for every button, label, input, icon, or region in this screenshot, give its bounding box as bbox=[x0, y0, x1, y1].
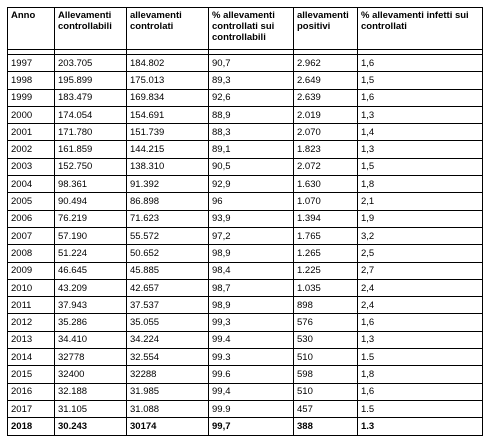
cell-controlled: 55.572 bbox=[127, 227, 209, 244]
header-percent-infected: % allevamenti infetti sui controllati bbox=[358, 8, 483, 50]
cell-percent-controlled: 93,9 bbox=[209, 210, 294, 227]
cell-year: 2007 bbox=[8, 227, 55, 244]
cell-year: 2011 bbox=[8, 297, 55, 314]
cell-controllable: 37.943 bbox=[55, 297, 127, 314]
cell-controlled: 31.985 bbox=[127, 383, 209, 400]
cell-positive: 1.765 bbox=[294, 227, 358, 244]
cell-controllable: 35.286 bbox=[55, 314, 127, 331]
cell-controlled: 86.898 bbox=[127, 193, 209, 210]
cell-percent-infected: 2,1 bbox=[358, 193, 483, 210]
cell-percent-controlled: 92,6 bbox=[209, 89, 294, 106]
cell-controlled: 32288 bbox=[127, 366, 209, 383]
table-row bbox=[8, 106, 483, 123]
cell-percent-controlled: 98,9 bbox=[209, 245, 294, 262]
cell-year: 2017 bbox=[8, 400, 55, 417]
cell-controllable: 32.188 bbox=[55, 383, 127, 400]
cell-year: 1999 bbox=[8, 89, 55, 106]
cell-controlled: 175.013 bbox=[127, 72, 209, 89]
cell-controllable: 171.780 bbox=[55, 124, 127, 141]
cell-controlled: 151.739 bbox=[127, 124, 209, 141]
cell-controllable: 90.494 bbox=[55, 193, 127, 210]
cell-percent-infected: 2,5 bbox=[358, 245, 483, 262]
cell-percent-infected: 1,6 bbox=[358, 383, 483, 400]
table-row bbox=[8, 400, 483, 417]
cell-year: 2015 bbox=[8, 366, 55, 383]
cell-year: 2014 bbox=[8, 349, 55, 366]
cell-percent-controlled: 89,1 bbox=[209, 141, 294, 158]
cell-controllable: 174.054 bbox=[55, 106, 127, 123]
cell-positive: 1.265 bbox=[294, 245, 358, 262]
header-controllable-herds: Allevamenti controllabili bbox=[55, 8, 127, 50]
cell-controllable: 30.243 bbox=[55, 418, 127, 435]
table-row bbox=[8, 297, 483, 314]
cell-positive: 388 bbox=[294, 418, 358, 435]
table-row bbox=[8, 366, 483, 383]
table-row bbox=[8, 72, 483, 89]
table-header-row bbox=[8, 8, 483, 50]
cell-year: 2000 bbox=[8, 106, 55, 123]
cell-year: 2010 bbox=[8, 279, 55, 296]
cell-percent-controlled: 99,7 bbox=[209, 418, 294, 435]
header-year: Anno bbox=[8, 8, 55, 50]
cell-percent-infected: 1,9 bbox=[358, 210, 483, 227]
cell-controllable: 183.479 bbox=[55, 89, 127, 106]
table-row bbox=[8, 262, 483, 279]
cell-controlled: 71.623 bbox=[127, 210, 209, 227]
cell-positive: 1.035 bbox=[294, 279, 358, 296]
cell-percent-controlled: 99,4 bbox=[209, 383, 294, 400]
cell-percent-infected: 1,8 bbox=[358, 176, 483, 193]
cell-percent-infected: 1,3 bbox=[358, 141, 483, 158]
cell-controllable: 43.209 bbox=[55, 279, 127, 296]
cell-positive: 898 bbox=[294, 297, 358, 314]
cell-year: 1997 bbox=[8, 55, 55, 72]
cell-percent-controlled: 98,7 bbox=[209, 279, 294, 296]
table-row bbox=[8, 124, 483, 141]
header-percent-controlled: % allevamenti controllati sui controllabili bbox=[209, 8, 294, 50]
cell-controlled: 169.834 bbox=[127, 89, 209, 106]
cell-controllable: 32778 bbox=[55, 349, 127, 366]
cell-controllable: 31.105 bbox=[55, 400, 127, 417]
table-row bbox=[8, 141, 483, 158]
cell-positive: 530 bbox=[294, 331, 358, 348]
cell-percent-infected: 2,4 bbox=[358, 297, 483, 314]
cell-percent-controlled: 99.6 bbox=[209, 366, 294, 383]
table-row bbox=[8, 349, 483, 366]
table-row bbox=[8, 193, 483, 210]
cell-controlled: 42.657 bbox=[127, 279, 209, 296]
cell-positive: 1.070 bbox=[294, 193, 358, 210]
cell-controlled: 144.215 bbox=[127, 141, 209, 158]
cell-controllable: 98.361 bbox=[55, 176, 127, 193]
table-row bbox=[8, 418, 483, 435]
cell-percent-controlled: 88,3 bbox=[209, 124, 294, 141]
cell-percent-controlled: 97,2 bbox=[209, 227, 294, 244]
cell-year: 1998 bbox=[8, 72, 55, 89]
cell-year: 2002 bbox=[8, 141, 55, 158]
table-row bbox=[8, 314, 483, 331]
cell-controllable: 161.859 bbox=[55, 141, 127, 158]
cell-positive: 510 bbox=[294, 349, 358, 366]
cell-controlled: 45.885 bbox=[127, 262, 209, 279]
cell-percent-infected: 1,5 bbox=[358, 72, 483, 89]
cell-controlled: 31.088 bbox=[127, 400, 209, 417]
cell-percent-infected: 1.3 bbox=[358, 418, 483, 435]
cell-year: 2004 bbox=[8, 176, 55, 193]
cell-percent-infected: 1,3 bbox=[358, 106, 483, 123]
cell-controllable: 76.219 bbox=[55, 210, 127, 227]
brucellosis-herds-table bbox=[7, 7, 483, 436]
cell-controllable: 51.224 bbox=[55, 245, 127, 262]
cell-positive: 1.823 bbox=[294, 141, 358, 158]
cell-controlled: 34.224 bbox=[127, 331, 209, 348]
cell-positive: 510 bbox=[294, 383, 358, 400]
cell-controlled: 37.537 bbox=[127, 297, 209, 314]
cell-percent-controlled: 98,9 bbox=[209, 297, 294, 314]
cell-controlled: 50.652 bbox=[127, 245, 209, 262]
cell-year: 2016 bbox=[8, 383, 55, 400]
table-row bbox=[8, 227, 483, 244]
cell-controllable: 195.899 bbox=[55, 72, 127, 89]
cell-percent-infected: 1,6 bbox=[358, 314, 483, 331]
cell-year: 2008 bbox=[8, 245, 55, 262]
cell-positive: 2.639 bbox=[294, 89, 358, 106]
cell-percent-controlled: 89,3 bbox=[209, 72, 294, 89]
cell-positive: 1.630 bbox=[294, 176, 358, 193]
cell-controllable: 203.705 bbox=[55, 55, 127, 72]
cell-controllable: 34.410 bbox=[55, 331, 127, 348]
cell-controlled: 184.802 bbox=[127, 55, 209, 72]
table-row bbox=[8, 210, 483, 227]
cell-percent-controlled: 90,5 bbox=[209, 158, 294, 175]
cell-positive: 2.072 bbox=[294, 158, 358, 175]
cell-positive: 457 bbox=[294, 400, 358, 417]
cell-year: 2009 bbox=[8, 262, 55, 279]
cell-year: 2012 bbox=[8, 314, 55, 331]
cell-percent-infected: 1,8 bbox=[358, 366, 483, 383]
cell-positive: 2.070 bbox=[294, 124, 358, 141]
cell-controlled: 30174 bbox=[127, 418, 209, 435]
cell-positive: 1.394 bbox=[294, 210, 358, 227]
table-row bbox=[8, 89, 483, 106]
cell-percent-controlled: 99.4 bbox=[209, 331, 294, 348]
cell-percent-controlled: 88,9 bbox=[209, 106, 294, 123]
cell-percent-infected: 1,6 bbox=[358, 55, 483, 72]
table-row bbox=[8, 383, 483, 400]
table-body bbox=[8, 50, 483, 436]
cell-percent-infected: 1,6 bbox=[358, 89, 483, 106]
cell-controllable: 152.750 bbox=[55, 158, 127, 175]
cell-percent-controlled: 99.3 bbox=[209, 349, 294, 366]
cell-percent-infected: 3,2 bbox=[358, 227, 483, 244]
table-row bbox=[8, 245, 483, 262]
cell-percent-infected: 1,3 bbox=[358, 331, 483, 348]
cell-percent-controlled: 98,4 bbox=[209, 262, 294, 279]
cell-controlled: 154.691 bbox=[127, 106, 209, 123]
cell-controllable: 32400 bbox=[55, 366, 127, 383]
cell-positive: 576 bbox=[294, 314, 358, 331]
cell-positive: 2.649 bbox=[294, 72, 358, 89]
cell-year: 2018 bbox=[8, 418, 55, 435]
cell-percent-controlled: 99,3 bbox=[209, 314, 294, 331]
cell-year: 2013 bbox=[8, 331, 55, 348]
cell-percent-infected: 1,5 bbox=[358, 158, 483, 175]
table-row bbox=[8, 279, 483, 296]
cell-year: 2005 bbox=[8, 193, 55, 210]
cell-percent-infected: 1.5 bbox=[358, 349, 483, 366]
cell-controllable: 46.645 bbox=[55, 262, 127, 279]
cell-year: 2003 bbox=[8, 158, 55, 175]
table-row bbox=[8, 176, 483, 193]
cell-controlled: 91.392 bbox=[127, 176, 209, 193]
cell-year: 2006 bbox=[8, 210, 55, 227]
cell-positive: 2.019 bbox=[294, 106, 358, 123]
cell-controlled: 138.310 bbox=[127, 158, 209, 175]
cell-year: 2001 bbox=[8, 124, 55, 141]
cell-percent-infected: 1,4 bbox=[358, 124, 483, 141]
cell-positive: 2.962 bbox=[294, 55, 358, 72]
header-controlled-herds: allevamenti controlati bbox=[127, 8, 209, 50]
cell-percent-infected: 1.5 bbox=[358, 400, 483, 417]
header-positive-herds: allevamenti positivi bbox=[294, 8, 358, 50]
cell-percent-infected: 2,7 bbox=[358, 262, 483, 279]
table-row bbox=[8, 331, 483, 348]
cell-percent-controlled: 92,9 bbox=[209, 176, 294, 193]
table-row bbox=[8, 158, 483, 175]
cell-percent-infected: 2,4 bbox=[358, 279, 483, 296]
cell-controlled: 35.055 bbox=[127, 314, 209, 331]
cell-percent-controlled: 96 bbox=[209, 193, 294, 210]
cell-positive: 598 bbox=[294, 366, 358, 383]
cell-percent-controlled: 99.9 bbox=[209, 400, 294, 417]
cell-controlled: 32.554 bbox=[127, 349, 209, 366]
table-row bbox=[8, 55, 483, 72]
cell-controllable: 57.190 bbox=[55, 227, 127, 244]
cell-positive: 1.225 bbox=[294, 262, 358, 279]
cell-percent-controlled: 90,7 bbox=[209, 55, 294, 72]
